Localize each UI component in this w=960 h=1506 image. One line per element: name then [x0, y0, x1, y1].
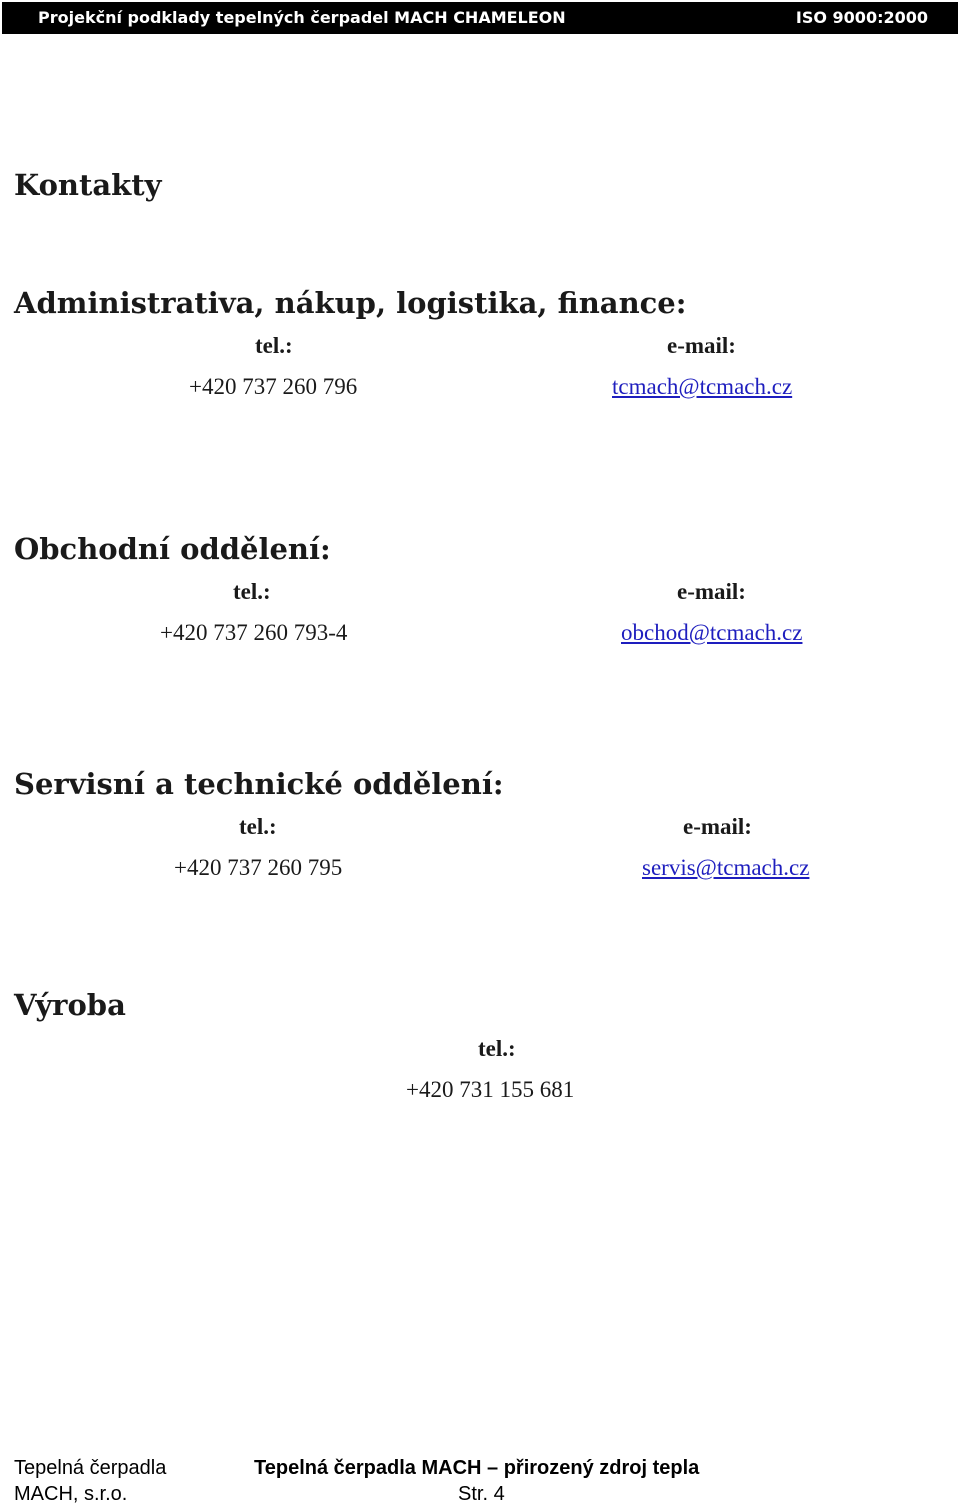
- tel-label: tel.:: [239, 814, 277, 839]
- phone-obchod: +420 737 260 793-4: [160, 620, 348, 645]
- tel-label: tel.:: [478, 1036, 516, 1061]
- page-header: [2, 2, 958, 34]
- email-label: e-mail:: [683, 814, 752, 839]
- tel-label: tel.:: [233, 579, 271, 604]
- tel-label: tel.:: [255, 333, 293, 358]
- email-link-administrativa[interactable]: tcmach@tcmach.cz: [612, 374, 793, 399]
- footer-company-line1: Tepelná čerpadla: [14, 1457, 167, 1479]
- section-heading-servis: Servisní a technické oddělení:: [14, 767, 504, 801]
- section-heading-administrativa: Administrativa, nákup, logistika, finance:: [14, 286, 687, 320]
- email-link-obchod[interactable]: obchod@tcmach.cz: [621, 620, 803, 645]
- footer-company-line2: MACH, s.r.o.: [14, 1483, 128, 1505]
- header-document-title: Projekční podklady tepelných čerpadel MACH CHAMELEON: [38, 8, 566, 27]
- phone-administrativa: +420 737 260 796: [189, 374, 358, 399]
- phone-servis: +420 737 260 795: [174, 855, 343, 880]
- email-label: e-mail:: [677, 579, 746, 604]
- section-heading-vyroba: Výroba: [14, 988, 126, 1022]
- header-iso-label: ISO 9000:2000: [795, 8, 928, 27]
- phone-vyroba: +420 731 155 681: [406, 1077, 575, 1102]
- footer-page-number: Str. 4: [458, 1483, 505, 1505]
- section-heading-obchod: Obchodní oddělení:: [14, 532, 331, 566]
- footer-slogan: Tepelná čerpadla MACH – přirozený zdroj tepla: [254, 1457, 700, 1479]
- page-title: Kontakty: [14, 168, 162, 202]
- email-label: e-mail:: [667, 333, 736, 358]
- email-link-servis[interactable]: servis@tcmach.cz: [642, 855, 810, 880]
